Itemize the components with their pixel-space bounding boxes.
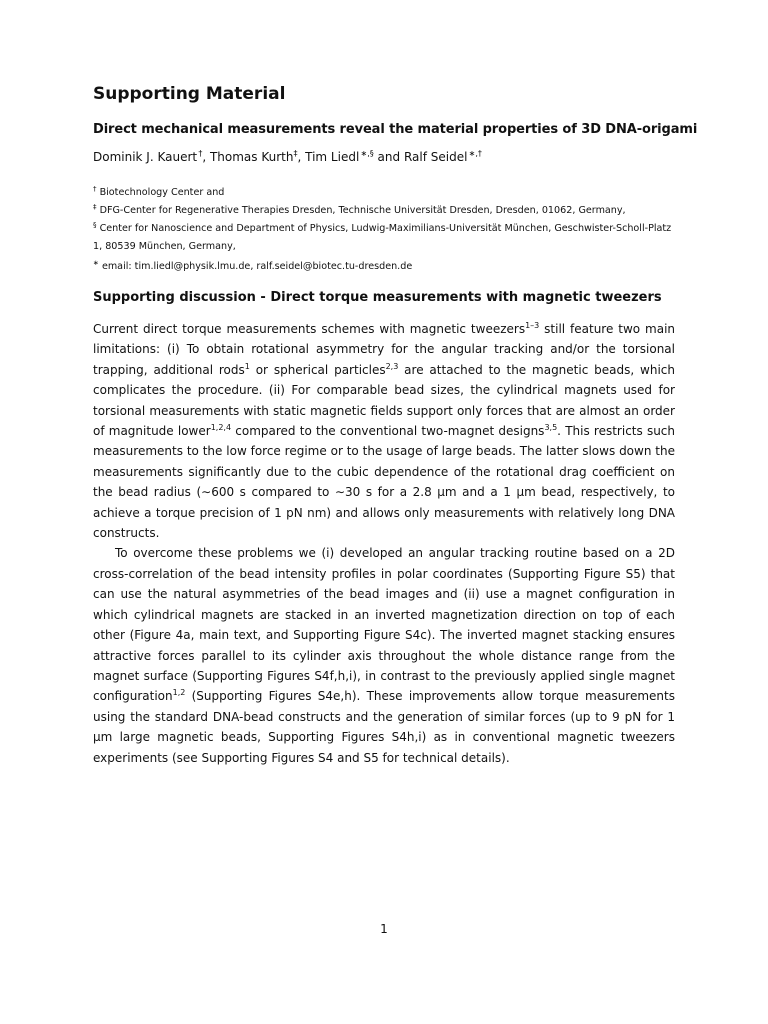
document-title: Supporting Material	[93, 84, 286, 104]
affiliation-text: DFG-Center for Regenerative Therapies Dresden, Technische Universität Dresden, Dresden, 01062, Germany,	[99, 205, 626, 216]
affiliation-text: Biotechnology Center and	[99, 187, 225, 198]
citation: 1,2	[172, 688, 186, 698]
text-run: or spherical particles	[249, 362, 386, 377]
author-name: Tim Liedl	[305, 150, 360, 164]
text-run: . This restricts such measurements to the low force regime or to the usage of large beads. The latter slows down the measurements significantly due to the cubic dependence of the rotational drag coefficient on the bead radius (∼600 s compared to ∼30 s for a 2.8 μm and a 1 μm bead, respectively, to achieve a torque precision of 1 pN nm) and allows only measurements with relatively long DNA constructs.	[93, 424, 676, 541]
affiliation-1	[93, 184, 675, 202]
author-list	[93, 150, 482, 164]
citation: 1	[244, 361, 250, 371]
email-text: email: tim.liedl@physik.lmu.de, ralf.seidel@biotec.tu-dresden.de	[101, 261, 413, 272]
citation: 2,3	[385, 361, 399, 371]
contact-email	[93, 258, 675, 276]
affiliation-mark: †	[93, 185, 97, 193]
author-name: Ralf Seidel	[403, 150, 468, 164]
page-number: 1	[380, 922, 388, 936]
author-separator: ,	[297, 150, 306, 164]
affiliation-list	[93, 184, 675, 276]
author-separator: and	[373, 150, 404, 164]
citation: 1–3	[525, 321, 540, 330]
author-affiliation-mark: ∗,†	[468, 149, 482, 158]
author-affiliation-mark: †	[198, 149, 203, 158]
author-affiliation-mark: ∗,§	[360, 149, 374, 158]
text-run: To overcome these problems we (i) developed an angular tracking routine based on a 2D cross-correlation of the bead intensity profiles in polar coordinates (Supporting Figure S5) that can use the natural asymmetries of the bead images and (ii) use a magnet configuration in which cylindrical magnets are stacked in an inverted magnetization direction on top of each other (Figure 4a, main text, and Supporting Figure S4c). The inverted magnet stacking ensures attractive forces parallel to its cylinder axis throughout the whole distance range from the magnet surface (Supporting Figures S4f,h,i), in contrast to the previously applied single magnet configuration	[93, 546, 675, 704]
text-run: Current direct torque measurements schemes with magnetic tweezers	[93, 322, 526, 336]
text-run: are attached to the magnetic beads, which complicates the procedure. (ii) For comparable bead sizes, the cylindrical magnets used for torsional measurements with static magnetic fields support only forces that are almost an order of magnitude lower	[93, 362, 675, 439]
affiliation-mark: §	[93, 221, 97, 229]
affiliation-mark: ‡	[93, 203, 97, 211]
paper-title: Direct mechanical measurements reveal the material properties of 3D DNA-origami	[93, 122, 698, 137]
paragraph-2	[93, 543, 675, 767]
affiliation-3	[93, 220, 675, 256]
citation: 1,2,4	[210, 423, 232, 433]
citation: 3,5	[544, 423, 558, 433]
section-heading: Supporting discussion - Direct torque measurements with magnetic tweezers	[93, 290, 662, 305]
body-text	[93, 319, 675, 768]
author-name: Thomas Kurth	[209, 150, 294, 164]
text-run: (Supporting Figures S4e,h). These improvements allow torque measurements using the standard DNA-bead constructs and the generation of similar forces (up to 9 pN for 1 μm large magnetic beads, Supporting Figures S4h,i) as in conventional magnetic tweezers experiments (see Supporting Figures S4 and S5 for technical details).	[93, 689, 675, 765]
paragraph-1	[93, 319, 675, 543]
affiliation-2	[93, 202, 675, 220]
author-separator: ,	[202, 150, 210, 164]
author-affiliation-mark: ‡	[293, 149, 298, 158]
affiliation-text: Center for Nanoscience and Department of Physics, Ludwig-Maximilians-Universität München, Geschwister-Scholl-Platz 1, 80539 München, Germany,	[93, 223, 672, 252]
affiliation-mark: ∗	[93, 259, 99, 267]
author-name: Dominik J. Kauert	[93, 150, 198, 164]
text-run: compared to the conventional two-magnet designs	[231, 424, 545, 439]
text-run: still feature two main limitations: (i) To obtain rotational asymmetry for the angular tracking and/or the torsional trapping, additional rods	[93, 322, 676, 377]
